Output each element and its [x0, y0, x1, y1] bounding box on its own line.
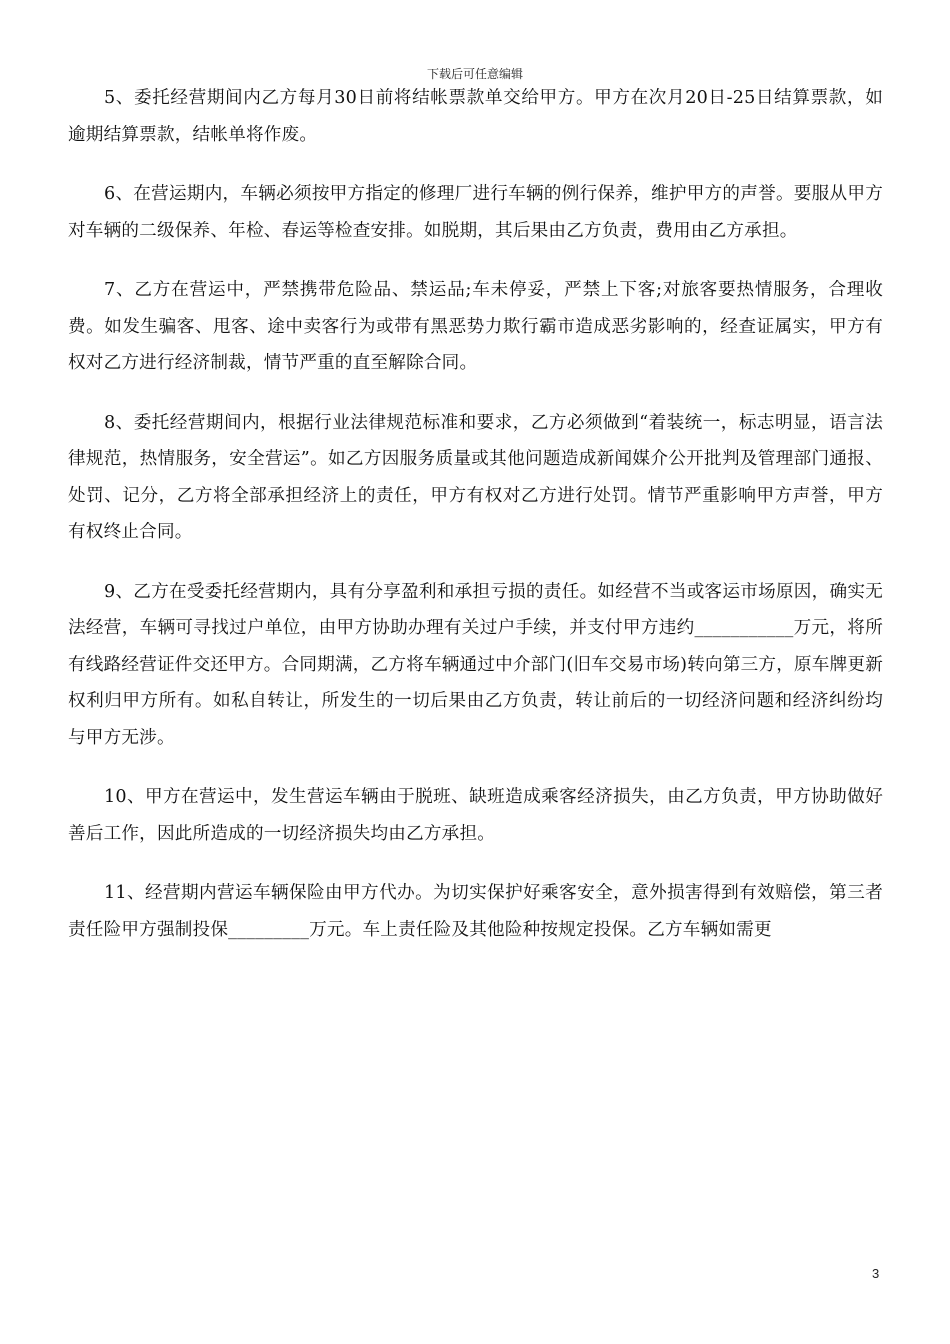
clause-5: 5、委托经营期间内乙方每月30日前将结帐票款单交给甲方。甲方在次月20日-25日结算票款，如逾期结算票款，结帐单将作废。: [68, 88, 883, 145]
clause-8: 8、委托经营期间内，根据行业法律规范标准和要求，乙方必须做到“着装统一，标志明显，语言法律规范，热情服务，安全营运”。如乙方因服务质量或其他问题造成新闻媒介公开批判及管理部门通报、处罚、记分，乙方将全部承担经济上的责任，甲方有权对乙方进行处罚。情节严重影响甲方声誉，甲方有权终止合同。: [68, 412, 883, 542]
clause-6: 6、在营运期内，车辆必须按甲方指定的修理厂进行车辆的例行保养，维护甲方的声誉。要服从甲方对车辆的二级保养、年检、春运等检查安排。如脱期，其后果由乙方负责，费用由乙方承担。: [68, 184, 883, 241]
clause-7: 7、乙方在营运中，严禁携带危险品、禁运品;车未停妥，严禁上下客;对旅客要热情服务，合理收费。如发生骗客、甩客、途中卖客行为或带有黑恶势力欺行霸市造成恶劣影响的，经查证属实，甲方有权对乙方进行经济制裁，情节严重的直至解除合同。: [68, 280, 883, 373]
page-number: 3: [872, 1266, 880, 1281]
document-body: [68, 80, 883, 971]
header-note: 下载后可任意编辑: [426, 67, 523, 81]
clause-11: 11、经营期内营运车辆保险由甲方代办。为切实保护好乘客安全，意外损害得到有效赔偿，第三者责任险甲方强制投保_________万元。车上责任险及其他险种按规定投保。乙方车辆如需更: [68, 883, 883, 940]
clause-9: 9、乙方在受委托经营期内，具有分享盈利和承担亏损的责任。如经营不当或客运市场原因，确实无法经营，车辆可寻找过户单位，由甲方协助办理有关过户手续，并支付甲方违约___________万元，将所有线路经营证件交还甲方。合同期满，乙方将车辆通过中介部门(旧车交易市场)转向第三方，原车牌更新权利归甲方所有。如私自转让，所发生的一切后果由乙方负责，转让前后的一切经济问题和经济纠纷均与甲方无涉。: [68, 581, 883, 748]
clause-10: 10、甲方在营运中，发生营运车辆由于脱班、缺班造成乘客经济损失，由乙方负责，甲方协助做好善后工作，因此所造成的一切经济损失均由乙方承担。: [68, 787, 883, 844]
